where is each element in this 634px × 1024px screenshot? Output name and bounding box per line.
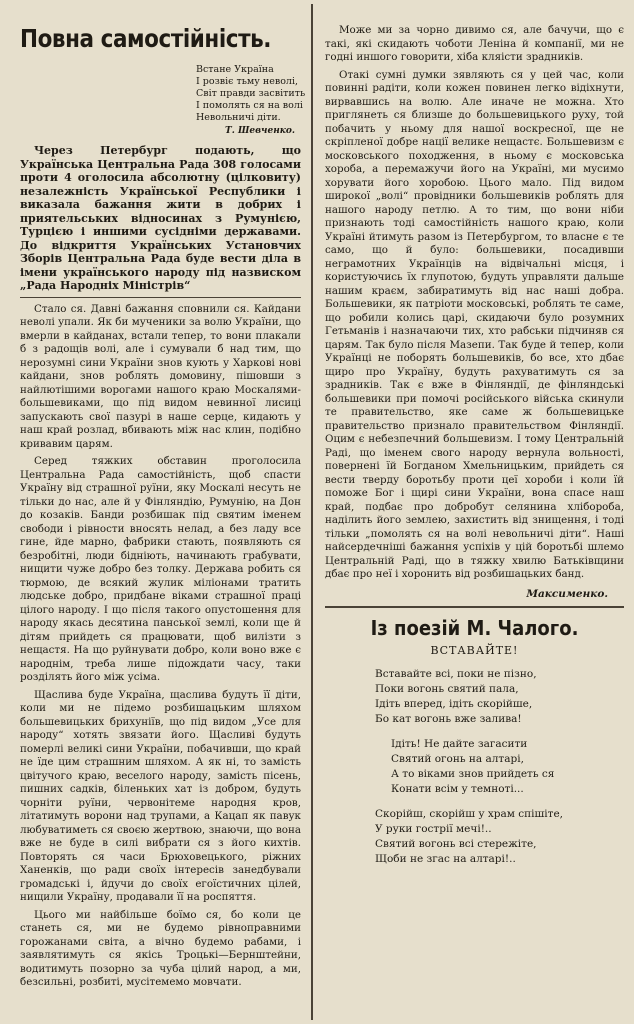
right-column xyxy=(317,0,628,1024)
article-paragraph: Може ми за чорно дивимо ся, але бачучи, що є такі, які скидають чоботи Леніна й компанії, ми не годні иншого говорити, хіба кляісти зрадників. xyxy=(325,24,624,63)
section-divider xyxy=(325,606,624,608)
poem-line: Скорійш, скорійш у храм спішіте, xyxy=(375,807,564,820)
poem-line: Конати всім у темноті... xyxy=(391,782,524,795)
poem-subtitle: ВСТАВАЙТЕ! xyxy=(430,643,519,657)
article-paragraph: Щаслива буде Україна, щаслива будуть її діти, коли ми не підемо розбишацьким шляхом большевицьких брихуніїв, що під видом „Усе для народу“ хотять звязати його. Щасливі будуть померлі великі сини України, побачивши, що край не їде цим страшним шляхом. А як ні, то замість цвітучого краю, веселого народу, замість пісень, пишних садків, біленьких хат із добром, будуть чорніти руїни, червонітеме народня кров, літатимуть ворони над трупами, а Кацап як павук любуватиметь ся своєю жертвою, знаючи, що вона вже не буде в силі вибрати ся з його кихтів. Повторять ся часи Брюховецького, ріжних Ханенків, що ради своїх інтересів занедбували громадські і, йдучи до своїх егоїстичних цілей, нищили Україну, продавали її на роспяття. xyxy=(20,688,301,903)
poem-line: У руки гострії мечі!.. xyxy=(375,822,492,835)
epigraph-line: Світ правди засвітить xyxy=(196,88,306,99)
poem-title: Із поезій М. Чалого. xyxy=(370,615,579,640)
poem-line: Поки вогонь святий пала, xyxy=(375,682,519,695)
poem-line: Святий вогонь всі стережіте, xyxy=(375,837,537,850)
article-paragraph: Стало ся. Давні бажання сповнили ся. Кайдани неволі упали. Як би мученики за волю України, що вмерли в кайданах, встали тепер, то вони плакали б з радощів волі, але і сумували б над тим, що нерозумні сини України знов кують у Харкові нові кайдани, знов роблять домовину, пішовши з найлютішими ворогами нашого краю Москалями-большевиками, що під видом невинної лисиці запускають свої пазурі в наше серце, кидають у наш край розлад, вбивають між нас клин, подібно кривавим царям. xyxy=(20,302,301,450)
poem-line: Вставайте всі, поки не пізно, xyxy=(375,667,537,680)
article-paragraph: Отакі сумні думки зявляють ся у цей час, коли повинні радіти, коли кожен повинен легко відіхнути, вирвавшись на волю. Але иначе не можна. Хто приглянеть ся близше до большевицького руху, той побачить у ньому для нашої воскресної, ще не скріпленої добре нації велике нещастє. Большевизм є московського походження, в ньому є московська хороба, а перемажучи його на Україні, ми мусимо хорувати його хоробою. Цього мало. Під видом широкої „волі“ провідники большевиків роблять для нашого народу петлю. А то тим, що вони ніби признають тоді самостійність нашого краю, коли Україні йтимуть разом із Петербургом, то власне є те само, що й було: большевики, посадивши неграмотних Українців на відвічальні місця, і користуючись їх глупотою, будуть управляти дальше нашим краєм, забиратимуть від нас наші добра. Большевики, як патріоти московські, роблять те саме, що робили колись царі, скидаючи було розумних Гетьманів і назначаючи тих, хто рабськи підчиняв ся царям. Так було після Мазепи. Так буде й тепер, коли Українці не поборять большевиків, бо все, хто дбає щиро про Україну, будуть рахуватимуть ся за зрадників. Так є вже в Фінляндії, де фінляндські большевики при помочі російського війська скинули те правительство, яке саме ж большевицьке правительство признало правительством Фінляндії. Оцим є небезпечний большевизм. І тому Центральній Раді, що іменем свого народу вернула вольності, повернені їй Богданом Хмельницьким, прийдеть ся вести тверду боротьбу проти цеї хороби і коли їй поможе Бог і щирі сини України, вона спасе наш край, подбає про добробут селянина хлібороба, наділить його землею, захистить від знищення, і тоді тільки „помолять ся на волі невольничі діти“. Наші найсердечніші бажання успіхів у цій боротьбі шлемо Центральній Раді, що в тяжку хвилю Батьківщини дбає про неї і хоронить від розбишацьких банд. xyxy=(325,68,624,580)
article-paragraph: Цього ми найбільше боїмо ся, бо коли це станеть ся, ми не будемо рівноправними горожанами світа, а вічно будемо рабами, і заявлятимуть ся якісь Троцькі—Бернштейни, водитимуть позорно за чуба цілий народ, а ми, безсильні, розбиті, мусітемемо мовчати. xyxy=(20,908,301,988)
poem-line: Бо кат вогонь вже залива! xyxy=(375,712,522,725)
poem-line: Щоби не згас на алтарі!.. xyxy=(375,852,516,865)
epigraph-line: І помолять ся на волі xyxy=(196,100,303,111)
epigraph-author: Т. Шевченко. xyxy=(225,126,295,136)
column-divider xyxy=(311,4,313,1020)
poem-line: Ідіть! Не дайте загасити xyxy=(391,737,528,750)
poem-stanza xyxy=(325,807,624,867)
article-signature: Максименко. xyxy=(526,587,608,600)
epigraph xyxy=(196,64,306,124)
poem-stanza xyxy=(325,667,624,727)
epigraph-line: Невольничі діти. xyxy=(196,112,281,123)
epigraph-line: Встане Україна xyxy=(196,64,274,75)
poem-line: Святий огонь на алтарі, xyxy=(391,752,524,765)
article-headline: Повна самостійність. xyxy=(20,24,272,53)
poem-line: А то віками знов прийдеть ся xyxy=(391,767,555,780)
lead-divider xyxy=(20,297,301,298)
left-column xyxy=(6,0,309,1024)
poem-line: Ідіть вперед, ідіть скорійше, xyxy=(375,697,533,710)
article-paragraph: Серед тяжких обставин проголосила Центральна Рада самостійність, щоб спасти Україну від страшної руїни, яку Москалі несуть не тільки до нас, але й у Фінляндію, Румунію, на Дон до козаків. Банди розбишак під святим іменем свободи і рівности вносять нелад, а без ладу все гине, йде марно, фабрики стають, появляють ся безробітні, люди бідніють, начинають грабувати, нищити чуже добро без толку. Держава робить ся тюрмою, де всякий жулик міліонами тратить людське добро, придбане віками страшної праці цілого народу. І що після такого опустошення для народу якась десятина панської землі, коли ще й дітям прийдеть ся працювати, щоб вилізти з нещастя. На що руйнувати добро, коли воно вже є народнім, треба лише підождати часу, таки розділять його між усіма. xyxy=(20,455,301,683)
epigraph-line: І розвіє тьму неволі, xyxy=(196,76,299,87)
poem-stanza xyxy=(325,737,624,797)
article-lead: Через Петербург подають, що Українська Центральна Рада 308 голосами проти 4 оголосила абсолютну (цілковиту) незалежність Української Республики і виказала бажання жити в добрих і приятельських відносинах з Румунією, Турцією і иншими сусідніми державами. До відкриття Українських Установчих Зборів Центральна Рада буде вести діла в імени українського народу під назвиском „Рада Народніх Міністрів“ xyxy=(20,144,301,292)
